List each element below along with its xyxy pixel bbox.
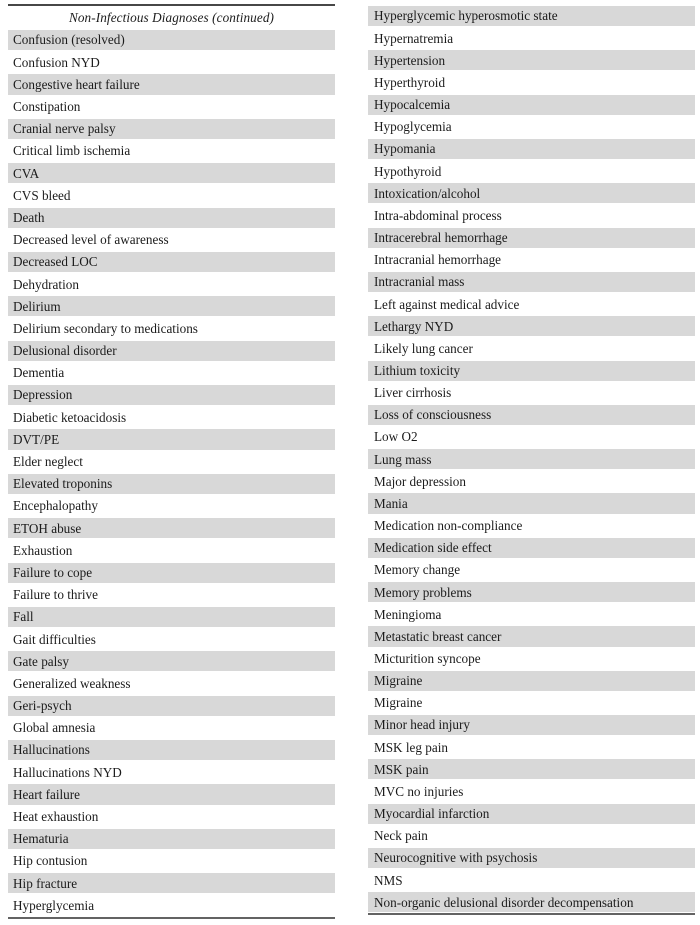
diagnosis-row: Loss of consciousness <box>368 404 695 426</box>
diagnosis-row: NMS <box>374 872 403 888</box>
diagnosis-row: Hypertension <box>368 49 695 71</box>
diagnosis-row: MSK leg pain <box>374 739 448 755</box>
diagnosis-row: Meningioma <box>374 606 442 622</box>
diagnosis-row: Neurocognitive with psychosis <box>368 847 695 869</box>
left-column-rows <box>8 29 335 917</box>
diagnosis-row: Gate palsy <box>8 650 335 672</box>
diagnosis-row: Hip contusion <box>13 853 88 869</box>
diagnosis-row: Hallucinations NYD <box>13 764 122 780</box>
diagnosis-row: Delirium secondary to medications <box>13 320 198 336</box>
diagnosis-row: Medication non-compliance <box>374 518 523 534</box>
diagnosis-row: Intoxication/alcohol <box>368 182 695 204</box>
diagnosis-row: Congestive heart failure <box>8 73 335 95</box>
diagnosis-row: Lung mass <box>368 448 695 470</box>
diagnosis-row: Myocardial infarction <box>368 803 695 825</box>
diagnosis-row: CVA <box>8 162 335 184</box>
diagnosis-row: Exhaustion <box>13 542 73 558</box>
diagnosis-row: Encephalopathy <box>13 498 98 514</box>
diagnosis-row: Critical limb ischemia <box>13 143 131 159</box>
diagnosis-row: Generalized weakness <box>13 675 131 691</box>
diagnosis-row: Hypernatremia <box>374 30 454 46</box>
diagnosis-row: Elder neglect <box>13 454 83 470</box>
right-column-rows <box>368 5 695 913</box>
diagnosis-row: Fall <box>8 606 335 628</box>
diagnosis-row: Liver cirrhosis <box>374 385 452 401</box>
diagnosis-row: Hallucinations <box>8 739 335 761</box>
diagnosis-row: Heat exhaustion <box>13 809 99 825</box>
diagnosis-row: DVT/PE <box>8 428 335 450</box>
diagnosis-row: Failure to cope <box>8 562 335 584</box>
table-header: Non-Infectious Diagnoses (continued) <box>68 9 275 25</box>
diagnoses-table-left-column <box>8 4 335 919</box>
diagnosis-row: Cranial nerve palsy <box>8 118 335 140</box>
diagnosis-row: Constipation <box>13 99 81 115</box>
diagnosis-row: Micturition syncope <box>374 651 481 666</box>
diagnosis-row: Lithium toxicity <box>368 360 695 382</box>
diagnosis-row: Minor head injury <box>368 714 695 736</box>
diagnosis-row: MVC no injuries <box>374 783 464 799</box>
diagnosis-row: Decreased level of awareness <box>13 232 169 248</box>
diagnosis-row: Delirium <box>8 295 335 317</box>
diagnosis-row: Major depression <box>374 473 466 489</box>
diagnosis-row: Lethargy NYD <box>368 315 695 337</box>
diagnosis-row: Neck pain <box>374 828 428 844</box>
diagnosis-row: Dehydration <box>13 276 79 292</box>
diagnosis-row: Mania <box>368 492 695 514</box>
diagnosis-row: Heart failure <box>8 783 335 805</box>
diagnosis-row: Intracranial hemorrhage <box>374 252 502 268</box>
diagnosis-row: Hypothyroid <box>374 163 442 179</box>
diagnosis-row: Migraine <box>368 670 695 692</box>
diagnosis-row: MSK pain <box>368 758 695 780</box>
diagnosis-row: Intracranial mass <box>368 271 695 293</box>
diagnosis-row: Delusional disorder <box>8 340 335 362</box>
diagnosis-row: Hip fracture <box>8 872 335 894</box>
diagnosis-row: Hypoglycemia <box>374 119 452 135</box>
diagnosis-row: Hypocalcemia <box>368 94 695 116</box>
diagnosis-row: Hypomania <box>368 138 695 160</box>
diagnosis-row: Geri-psych <box>8 695 335 717</box>
diagnosis-row: Confusion NYD <box>13 54 100 70</box>
diagnosis-row: Memory change <box>374 562 461 578</box>
diagnosis-row: Metastatic breast cancer <box>368 625 695 647</box>
diagnosis-row: CVS bleed <box>13 187 71 203</box>
diagnosis-row: Diabetic ketoacidosis <box>13 409 127 425</box>
diagnoses-table-right-column <box>368 5 695 915</box>
diagnosis-row: Intracerebral hemorrhage <box>368 227 695 249</box>
diagnosis-row: Intra-abdominal process <box>374 207 502 223</box>
diagnosis-row: Hematuria <box>8 828 335 850</box>
diagnosis-row: Global amnesia <box>13 720 96 736</box>
diagnosis-row: Hyperglycemia <box>13 897 95 913</box>
diagnosis-row: Hyperglycemic hyperosmotic state <box>368 5 695 27</box>
diagnosis-row: Death <box>8 207 335 229</box>
diagnosis-row: ETOH abuse <box>8 517 335 539</box>
diagnosis-row: Decreased LOC <box>8 251 335 273</box>
diagnosis-row: Confusion (resolved) <box>8 29 335 51</box>
diagnosis-row: Memory problems <box>368 581 695 603</box>
diagnosis-row: Failure to thrive <box>13 587 98 603</box>
diagnosis-row: Dementia <box>13 365 65 381</box>
diagnosis-row: Depression <box>8 384 335 406</box>
diagnosis-row: Elevated troponins <box>8 473 335 495</box>
diagnosis-row: Gait difficulties <box>13 631 96 647</box>
diagnosis-row: Medication side effect <box>368 537 695 559</box>
diagnosis-row: Left against medical advice <box>374 296 520 312</box>
diagnosis-row: Migraine <box>374 695 423 711</box>
diagnosis-row: Likely lung cancer <box>374 340 473 356</box>
diagnosis-row: Non-organic delusional disorder decompensation <box>368 891 695 913</box>
diagnosis-row: Low O2 <box>374 429 418 445</box>
diagnosis-row: Hyperthyroid <box>374 74 446 90</box>
